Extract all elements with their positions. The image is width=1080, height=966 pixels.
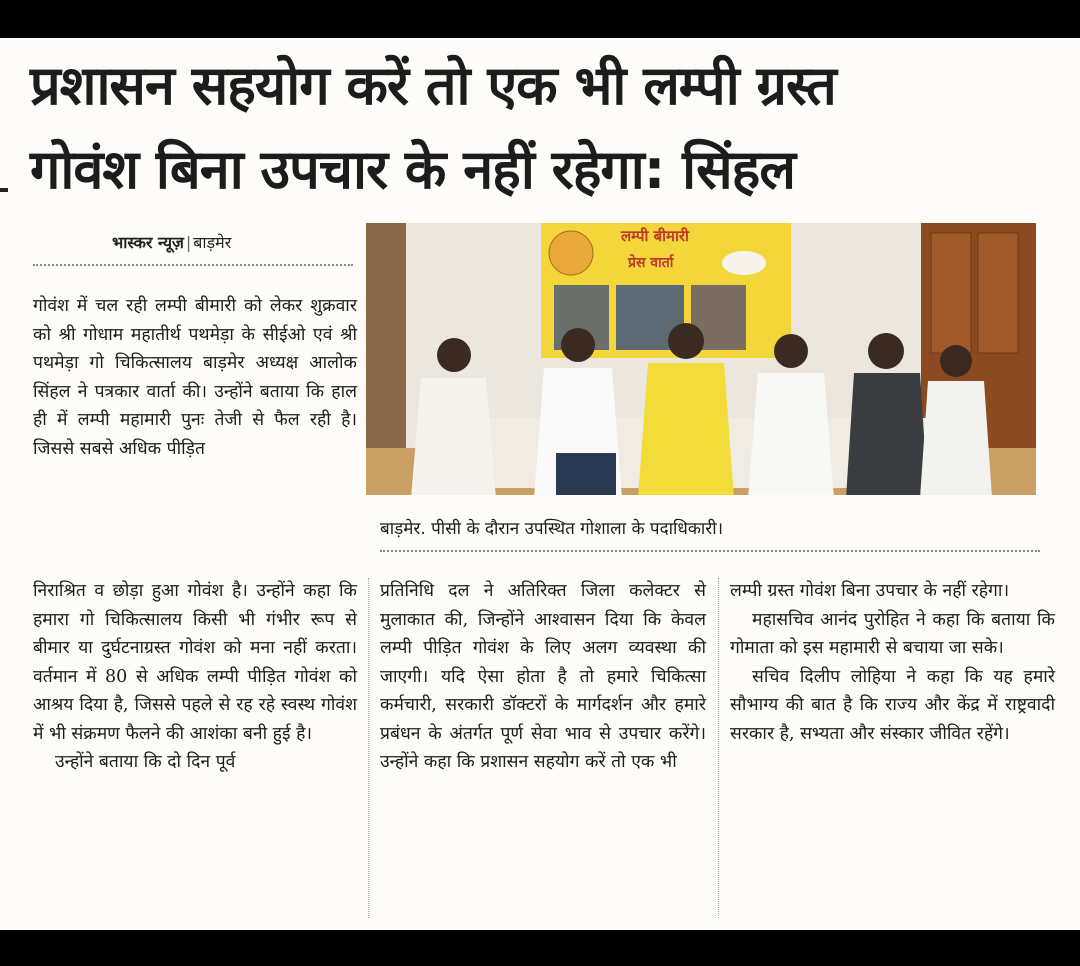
- newspaper-clipping: [0, 38, 1080, 930]
- column-rule: [718, 578, 719, 918]
- byline-source: भास्कर न्यूज़: [112, 233, 184, 252]
- banner-subtitle: प्रेस वार्ता: [628, 255, 674, 271]
- headline-line-2: गोवंश बिना उपचार के नहीं रहेगा: सिंहल: [30, 138, 795, 201]
- caption-divider: [380, 550, 1040, 552]
- headline-line-1: प्रशासन सहयोग करें तो एक भी लम्पी ग्रस्त: [30, 54, 836, 117]
- article-paragraph: उन्होंने बताया कि दो दिन पूर्व: [55, 752, 236, 772]
- article-paragraph: प्रतिनिधि दल ने अतिरिक्त जिला कलेक्टर से मुलाकात की, जिन्होंने आश्वासन दिया कि केवल लम्पी पीड़ित गोवंश के लिए अलग व्यवस्था की जाएगी। यदि ऐसा होता है तो हमारे चिकित्सा कर्मचारी, सरकारी डॉक्टरों के मार्गदर्शन और हमारे प्रबंधन के अंतर्गत पूर्ण सेवा भाव से उपचार करेंगे। उन्होंने कहा कि प्रशासन सहयोग करें तो एक भी: [380, 581, 706, 772]
- article-column-1-top: [33, 292, 357, 463]
- article-column-2: [380, 577, 706, 777]
- article-paragraph: निराश्रित व छोड़ा हुआ गोवंश है। उन्होंने कहा कि हमारा गो चिकित्सालय किसी भी गंभीर रूप से बीमार या दुर्घटनाग्रस्त गोवंश को मना नहीं करता। वर्तमान में 80 से अधिक लम्पी पीड़ित गोवंश को आश्रय दिया है, जिससे पहले से रह रहे स्वस्थ गोवंश में भी संक्रमण फैलने की आशंका बनी हुई है।: [33, 581, 357, 744]
- press-conference-photo: [366, 223, 1036, 495]
- article-paragraph: लम्पी ग्रस्त गोवंश बिना उपचार के नहीं रहेगा।: [730, 581, 1010, 601]
- article-paragraph: गोवंश में चल रही लम्पी बीमारी को लेकर शुक्रवार को श्री गोधाम महातीर्थ पथमेड़ा के सीईओ एवं श्री पथमेड़ा गो चिकित्सालय बाड़मेर अध्यक्ष आलोक सिंहल ने पत्रकार वार्ता की। उन्होंने बताया कि हाल ही में लम्पी महामारी पुनः तेजी से फैल रही है। जिससे सबसे अधिक पीड़ित: [33, 296, 357, 459]
- byline: [112, 231, 231, 253]
- byline-place: बाड़मेर: [193, 233, 232, 252]
- photo-illustration: [366, 223, 1036, 495]
- byline-separator: |: [185, 233, 192, 252]
- column-rule: [368, 578, 369, 918]
- photo-caption: बाड़मेर. पीसी के दौरान उपस्थित गोशाला के पदाधिकारी।: [380, 519, 724, 539]
- article-column-1-bottom: [33, 577, 357, 777]
- article-paragraph: सचिव दिलीप लोहिया ने कहा कि यह हमारे सौभाग्य की बात है कि राज्य और केंद्र में राष्ट्रवादी सरकार है, सभ्यता और संस्कार जीवित रहेंगे।: [730, 666, 1055, 744]
- article-column-3: [730, 577, 1055, 748]
- article-paragraph: महासचिव आनंद पुरोहित ने कहा कि बताया कि गोमाता को इस महामारी से बचाया जा सके।: [730, 609, 1055, 658]
- margin-mark: [0, 188, 8, 192]
- byline-divider: [33, 264, 353, 266]
- banner-title: लम्पी बीमारी: [621, 227, 689, 245]
